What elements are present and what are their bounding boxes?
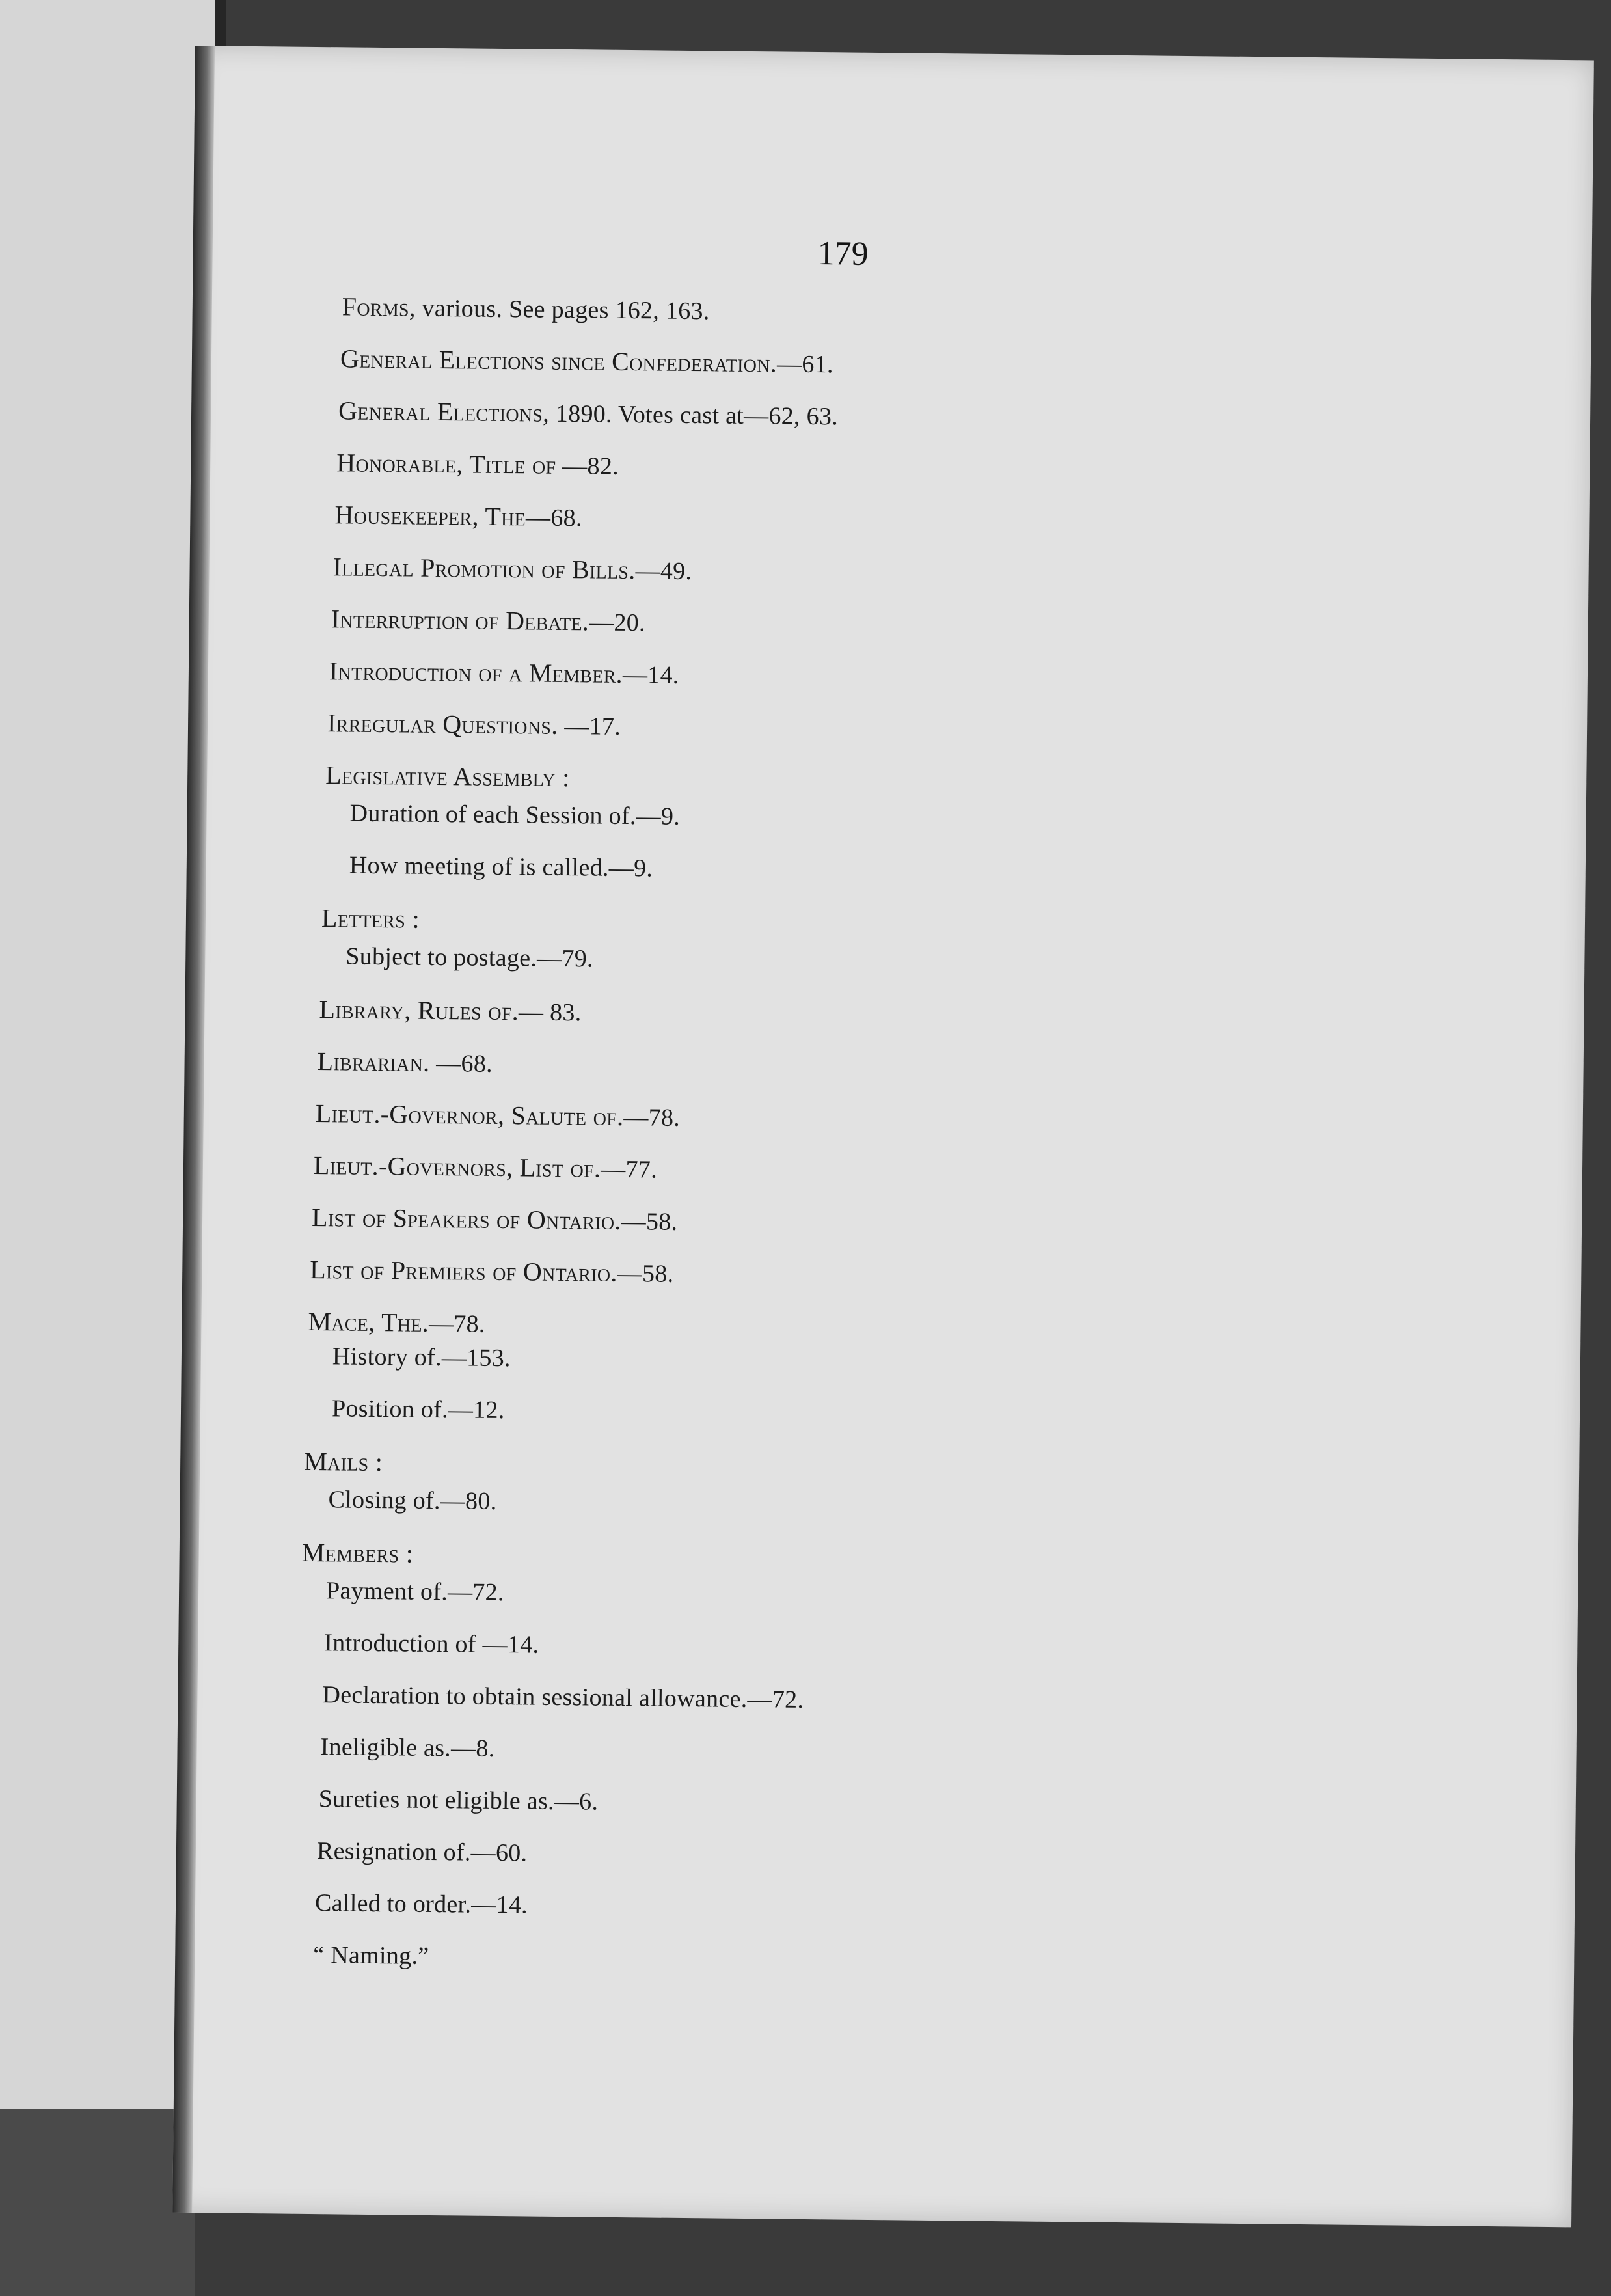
index-entry	[315, 1889, 528, 1919]
entry-text: —68.	[429, 1049, 493, 1078]
entry-heading: Introduction of a Member.	[329, 656, 623, 689]
index-entry	[308, 1306, 485, 1339]
entry-text: —68.	[525, 504, 582, 532]
index-entry	[349, 851, 653, 883]
index-entry	[332, 1342, 511, 1373]
entry-text: , 1890. Votes cast at—62, 63.	[543, 400, 839, 431]
index-entry	[313, 1941, 429, 1971]
entry-text: How meeting of is called.—9.	[349, 851, 653, 882]
entry-text: —20.	[588, 608, 646, 637]
entry-text: Introduction of —14.	[324, 1629, 539, 1659]
left-page-edge	[0, 2109, 195, 2296]
entry-heading: List of Premiers of Ontario.	[310, 1254, 617, 1287]
index-entry	[336, 447, 619, 481]
entry-text: Sureties not eligible as.—6.	[318, 1785, 599, 1816]
entry-text: —77.	[601, 1155, 658, 1184]
entry-heading: Lieut.-Governors, List of.	[313, 1151, 601, 1183]
entry-text: —14.	[622, 661, 679, 689]
entry-heading: List of Speakers of Ontario.	[311, 1202, 621, 1235]
entry-text: —78.	[623, 1103, 681, 1132]
index-entry	[321, 903, 420, 935]
entry-heading: Interruption of Debate.	[331, 604, 589, 636]
entry-text: —58.	[621, 1207, 678, 1236]
entry-heading: Illegal Promotion of Bills.	[332, 552, 636, 585]
entry-text: “ Naming.”	[313, 1941, 429, 1970]
entry-text: Payment of.—72.	[325, 1577, 504, 1607]
index-entry	[317, 1046, 493, 1078]
entry-text: —17.	[558, 712, 621, 741]
index-entry	[320, 1732, 494, 1763]
entry-heading: Irregular Questions.	[327, 708, 558, 740]
index-entry	[316, 1098, 681, 1132]
index-entry	[302, 1537, 414, 1569]
entry-heading: Lieut.-Governor, Salute of.	[315, 1099, 624, 1131]
entry-text: Closing of.—80.	[328, 1486, 497, 1515]
index-entry	[312, 1202, 678, 1237]
entry-heading: Members :	[301, 1537, 414, 1568]
index-entry	[334, 499, 582, 532]
page-number: 179	[817, 235, 869, 273]
entry-text: Position of.—12.	[331, 1395, 505, 1425]
entry-text: Subject to postage.—79.	[345, 942, 594, 973]
index-entry	[332, 1394, 505, 1425]
index-entry	[319, 994, 582, 1027]
entry-heading: Honorable, Title of	[336, 448, 556, 480]
index-entry	[329, 655, 679, 690]
entry-text: Duration of each Session of.—9.	[349, 799, 681, 830]
entry-text: — 83.	[518, 998, 582, 1027]
entry-heading: Mace, The.	[308, 1306, 429, 1337]
index-entry	[349, 799, 680, 831]
entry-text: —78.	[428, 1309, 485, 1338]
entry-heading: Letters :	[321, 903, 420, 934]
index-entry	[326, 1576, 504, 1607]
index-entry	[319, 1784, 599, 1816]
index-entry	[338, 395, 838, 431]
index-entry	[325, 759, 570, 793]
entry-text: —49.	[635, 557, 692, 586]
entry-heading: Mails :	[303, 1446, 383, 1477]
entry-heading: Library, Rules of.	[319, 994, 519, 1026]
entry-heading: Housekeeper, The	[334, 500, 526, 532]
entry-heading: General Elections	[338, 396, 543, 428]
index-entry	[340, 343, 833, 379]
index-entry	[317, 1837, 528, 1867]
index-entry	[310, 1254, 674, 1289]
index-entry	[332, 551, 692, 586]
entry-text: —58.	[617, 1259, 674, 1288]
entry-text: , various. See pages 162, 163.	[409, 294, 710, 325]
index-entry	[314, 1150, 658, 1184]
entry-heading: Legislative Assembly :	[325, 760, 570, 793]
entry-text: —61.	[776, 350, 833, 379]
index-entry	[328, 1485, 496, 1516]
index-entry	[331, 603, 646, 637]
entry-heading: Librarian.	[317, 1046, 430, 1077]
entry-text: Declaration to obtain sessional allowance.—72.	[322, 1681, 804, 1714]
entry-heading: Forms	[342, 292, 410, 322]
index-entry	[327, 707, 621, 741]
index-entry	[322, 1680, 804, 1714]
index-entry	[324, 1628, 539, 1659]
index-entry	[304, 1446, 383, 1477]
entry-text: Resignation of.—60.	[316, 1837, 528, 1867]
entry-text: Called to order.—14.	[314, 1889, 528, 1919]
entry-heading: General Elections since Confederation.	[340, 344, 778, 378]
entry-text: —82.	[556, 452, 619, 480]
entry-text: Ineligible as.—8.	[320, 1733, 495, 1762]
index-entry	[342, 291, 710, 325]
entry-text: History of.—153.	[332, 1343, 511, 1373]
index-entries	[172, 46, 1594, 2227]
index-entry	[345, 942, 593, 974]
book-page	[172, 46, 1594, 2227]
